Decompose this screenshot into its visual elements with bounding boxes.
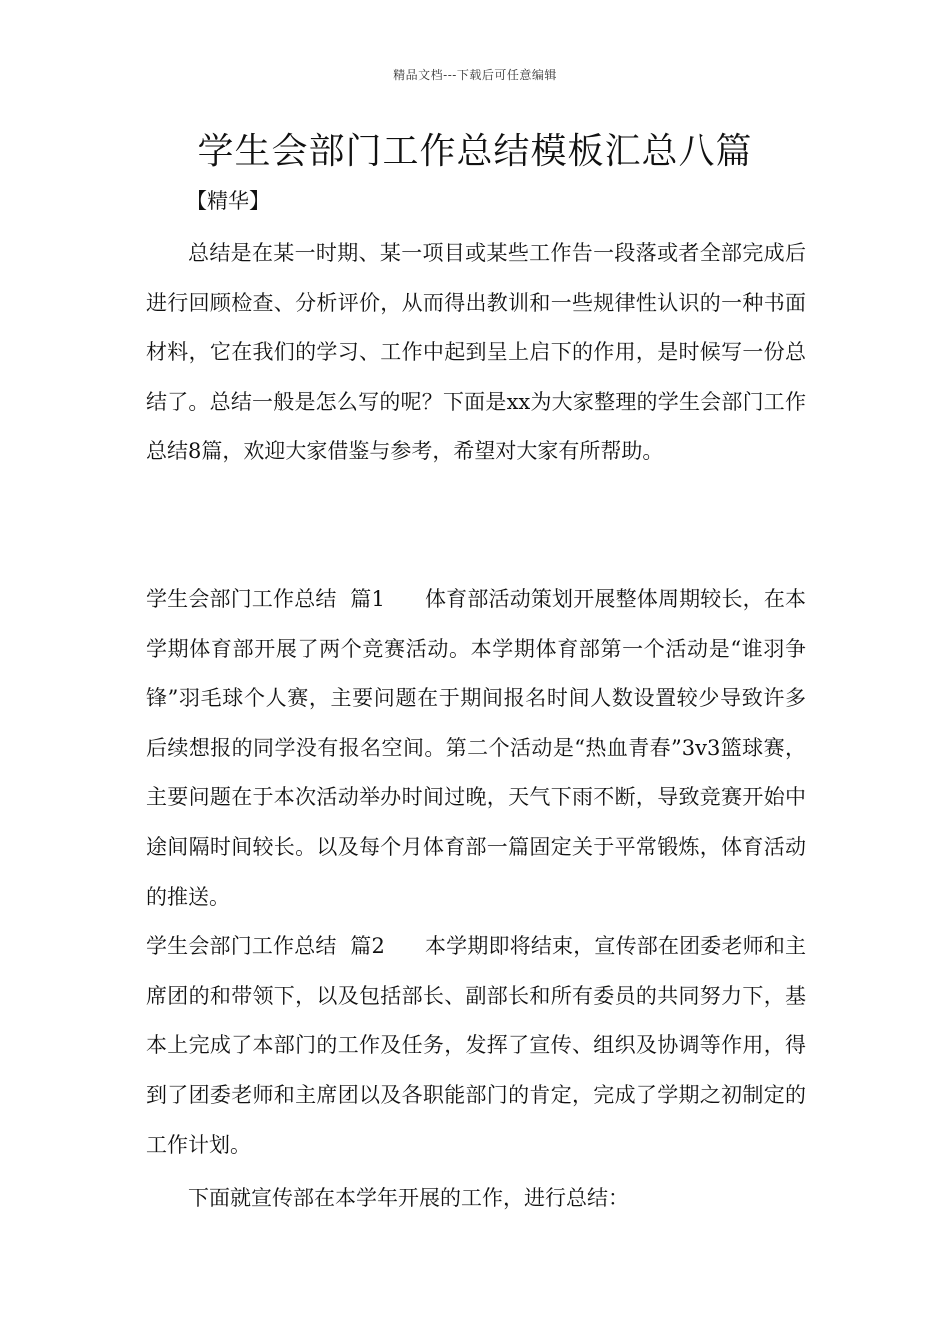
page-header-note: 精品文档---下载后可任意编辑 (393, 68, 557, 82)
section-2-label: 学生会部门工作总结 篇2 (146, 934, 385, 959)
closing-paragraph: 下面就宣传部在本学年开展的工作，进行总结： (188, 1186, 629, 1211)
paragraph-spacer (146, 477, 806, 575)
document-title: 学生会部门工作总结模板汇总八篇 (197, 131, 753, 172)
highlight-tag: 【精华】 (186, 189, 270, 213)
section-1-paragraph (146, 575, 806, 922)
document-body (146, 229, 806, 1224)
section-1-label: 学生会部门工作总结 篇1 (146, 586, 385, 611)
intro-paragraph: 总结是在某一时期、某一项目或某些工作告一段落或者全部完成后进行回顾检查、分析评价，从而得出教训和一些规律性认识的一种书面材料，它在我们的学习、工作中起到呈上启下的作用，是时候写一份总结了。总结一般是怎么写的呢？下面是xx为大家整理的学生会部门工作总结8篇，欢迎大家借鉴与参考，希望对大家有所帮助。 (146, 241, 806, 464)
section-2-paragraph (146, 922, 806, 1170)
section-1-text: 体育部活动策划开展整体周期较长，在本学期体育部开展了两个竞赛活动。本学期体育部第一个活动是“谁羽争锋”羽毛球个人赛，主要问题在于期间报名时间人数设置较少导致许多后续想报的同学没有报名空间。第二个活动是“热血青春”3v3篮球赛，主要问题在于本次活动举办时间过晚，天气下雨不断，导致竞赛开始中途间隔时间较长。以及每个月体育部一篇固定关于平常锻炼，体育活动的推送。 (146, 586, 806, 909)
section-2-text: 本学期即将结束，宣传部在团委老师和主席团的和带领下，以及包括部长、副部长和所有委员的共同努力下，基本上完成了本部门的工作及任务，发挥了宣传、组织及协调等作用，得到了团委老师和主席团以及各职能部门的肯定，完成了学期之初制定的工作计划。 (146, 934, 806, 1157)
